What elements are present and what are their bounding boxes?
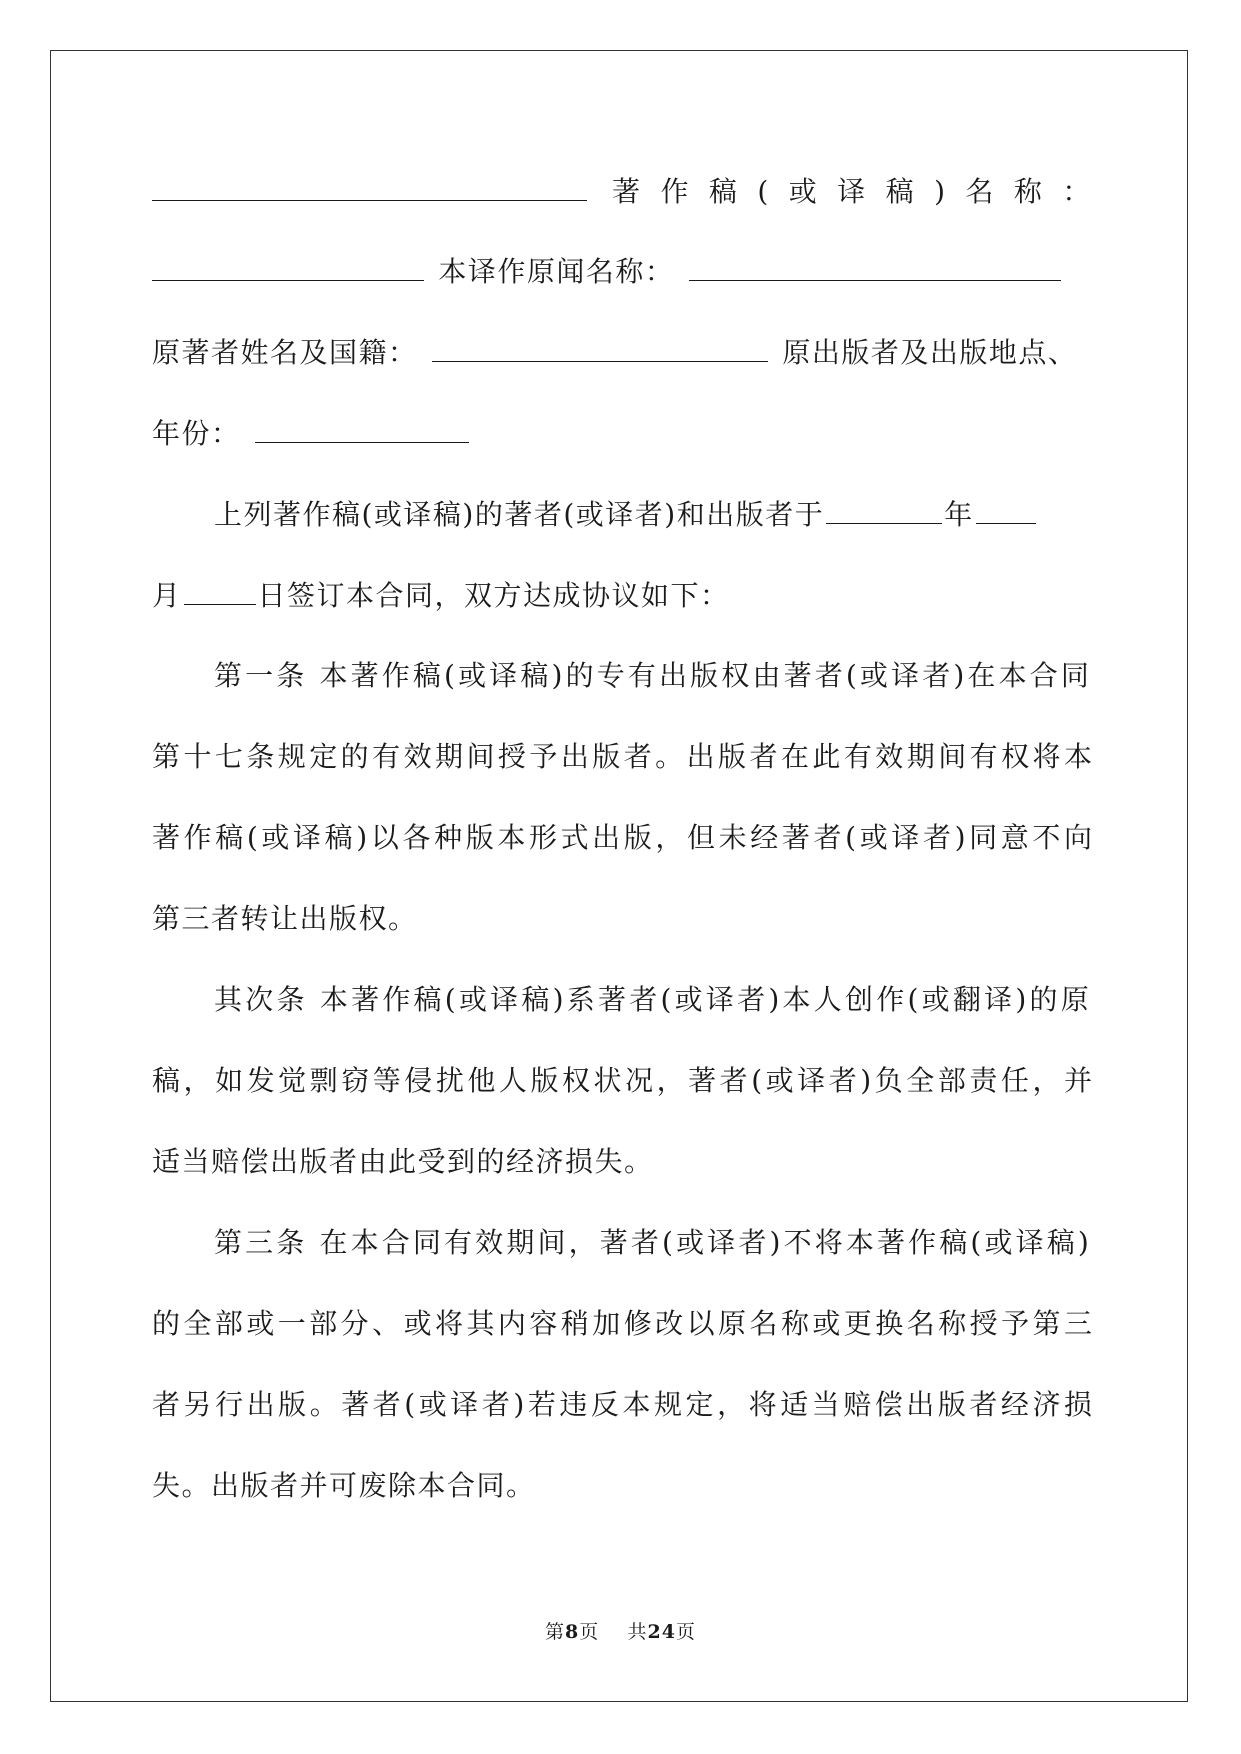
footer-page-number: 8 [565,1621,580,1643]
footer-total-pages: 24 [647,1621,676,1643]
footer-prefix: 第 [545,1621,566,1643]
article-1-line-4: 第三者转让出版权。 [152,902,418,935]
page-border [50,50,1188,1702]
original-publisher-label: 原出版者及出版地点、 [782,336,1078,369]
article-1-line-3: 著作稿(或译稿)以各种版本形式出版，但未经著者(或译者)同意不向 [152,821,1096,854]
article-3-line-2: 的全部或一部分、或将其内容稍加修改以原名称或更换名称授予第三 [152,1307,1096,1340]
footer-page-suffix: 页 [579,1621,600,1643]
article-3-line-4: 失。出版者并可废除本合同。 [152,1469,536,1502]
article-1-line-1: 第一条 本著作稿(或译稿)的专有出版权由著者(或译者)在本合同 [214,659,1092,692]
footer-total-prefix: 共 [627,1621,648,1643]
original-author-line [152,333,1092,373]
original-title-label: 本译作原闻名称： [438,255,675,288]
preamble-month-char: 月 [152,579,182,612]
year-label: 年份： [152,417,241,450]
year-line [152,414,1092,454]
preamble-day-blank[interactable] [184,576,256,605]
article-2-line-3: 适当赔偿出版者由此受到的经济损失。 [152,1145,654,1178]
work-title-label: 著 作 稿 ( 或 译 稿 ) 名 称 ： [612,175,1092,208]
article-2-line-2: 稿，如发觉剽窃等侵扰他人版权状况，著者(或译者)负全部责任，并 [152,1064,1096,1097]
preamble-year-blank[interactable] [826,495,942,524]
year-blank[interactable] [255,414,469,443]
footer-total-suffix: 页 [675,1621,696,1643]
preamble-year-char: 年 [944,498,974,531]
original-title-line [152,252,1092,292]
article-3-line-3: 者另行出版。著者(或译者)若违反本规定，将适当赔偿出版者经济损 [152,1388,1096,1421]
preamble-line-1 [152,495,1092,535]
preamble-text-2: 日签订本合同，双方达成协议如下： [257,579,730,612]
preamble-text: 上列著作稿(或译稿)的著者(或译者)和出版者于 [214,498,825,531]
work-title-line [152,172,1092,212]
original-title-blank-left[interactable] [152,252,424,281]
original-author-blank[interactable] [432,333,768,362]
article-1-line-2: 第十七条规定的有效期间授予出版者。出版者在此有效期间有权将本 [152,740,1096,773]
article-3-line-1: 第三条 在本合同有效期间，著者(或译者)不将本著作稿(或译稿) [214,1226,1092,1259]
page-footer [0,1620,1241,1644]
original-title-blank-right[interactable] [689,252,1061,281]
work-title-blank[interactable] [152,172,587,201]
preamble-month-blank[interactable] [976,495,1036,524]
article-2-line-1: 其次条 本著作稿(或译稿)系著者(或译者)本人创作(或翻译)的原 [214,983,1092,1016]
preamble-line-2 [152,576,1092,616]
original-author-label: 原著者姓名及国籍： [152,336,418,369]
